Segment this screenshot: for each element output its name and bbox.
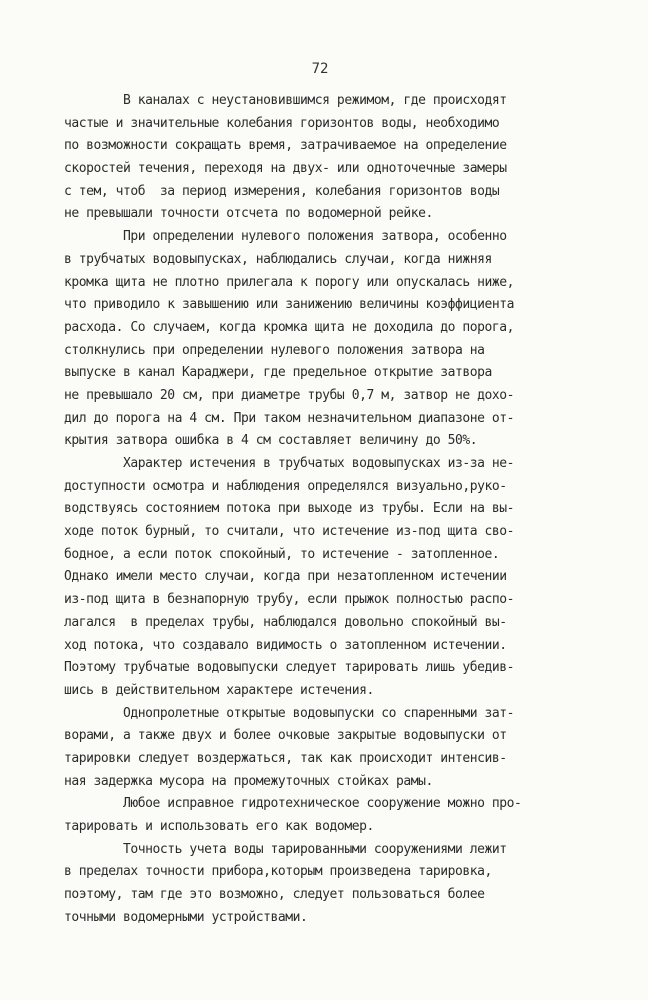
text-line: лагался в пределах трубы, наблюдался довольно спокойный вы- xyxy=(64,614,507,630)
paragraph xyxy=(64,839,584,930)
text-line: Любое исправное гидротехническое сооружение можно про- xyxy=(64,796,522,812)
text-line: что приводило к завышению или занижению величины коэффициента xyxy=(64,297,514,313)
text-line: В каналах с неустановившимся режимом, где происходят xyxy=(64,93,507,108)
text-line: в трубчатых водовыпусках, наблюдались случаи, когда нижняя xyxy=(64,251,492,267)
text-line: столкнулись при определении нулевого положения затвора на xyxy=(64,342,485,358)
text-line: ворами, а также двух и более очковые закрытые водовыпуски от xyxy=(64,728,507,744)
paragraph xyxy=(64,703,584,794)
text-line: Однако имели место случаи, когда при незатопленном истечении xyxy=(64,569,507,585)
text-line: Поэтому трубчатые водовыпуски следует тарировать лишь убедив- xyxy=(64,660,514,676)
text-line: выпуске в канал Караджери, где предельное открытие затвора xyxy=(64,365,492,381)
text-line: тарировать и использовать его как водомер. xyxy=(64,819,374,834)
text-line: крытия затвора ошибка в 4 см составляет величину до 50%. xyxy=(64,433,478,449)
text-line: расхода. Со случаем, когда кромка щита не доходила до порога, xyxy=(64,319,514,335)
text-line: дил до порога на 4 см. При таком незначительном диапазоне от- xyxy=(64,410,514,426)
text-line: скоростей течения, переходя на двух- или одноточечные замеры xyxy=(64,161,507,177)
text-line: водствуясь состоянием потока при выходе из трубы. Если на вы- xyxy=(64,501,514,517)
text-line: в пределах точности прибора,которым произведена тарировка, xyxy=(64,864,492,880)
page-number: 72 xyxy=(311,61,329,77)
paragraph xyxy=(64,453,584,703)
text-line: из-под щита в безнапорную трубу, если прыжок полностью распо- xyxy=(64,592,514,608)
text-line: доступности осмотра и наблюдения определялся визуально,руко- xyxy=(64,478,507,494)
text-line: кромка щита не плотно прилегала к порогу или опускалась ниже, xyxy=(64,274,514,290)
text-line: точными водомерными устройствами. xyxy=(64,909,308,925)
text-line: бодное, а если поток спокойный, то истечение - затопленное. xyxy=(64,546,500,562)
text-line: не превышали точности отсчета по водомерной рейке. xyxy=(64,206,433,222)
text-line: с тем, чтоб за период измерения, колебания горизонтов воды xyxy=(64,183,500,199)
text-line: ход потока, что создавало видимость о затопленном истечении. xyxy=(64,637,507,653)
paragraph xyxy=(64,90,584,226)
document-body xyxy=(64,90,584,929)
text-line: шись в действительном характере истечения. xyxy=(64,682,374,698)
text-line: по возможности сокращать время, затрачиваемое на определение xyxy=(64,138,507,154)
text-line: ходе поток бурный, то считали, что истечение из-под щита сво- xyxy=(64,524,514,540)
text-line: Характер истечения в трубчатых водовыпусках из-за не- xyxy=(64,456,514,471)
text-line: поэтому, там где это возможно, следует пользоваться более xyxy=(64,887,485,903)
text-line: ная задержка мусора на промежуточных стойках рамы. xyxy=(64,773,433,789)
text-line: Однопролетные открытые водовыпуски со спаренными зат- xyxy=(64,705,514,721)
text-line: не превышало 20 см, при диаметре трубы 0,7 м, затвор не дохо- xyxy=(64,387,514,403)
text-line: тарировки следует воздержаться, так как происходит интенсив- xyxy=(64,750,507,766)
paragraph xyxy=(64,226,584,453)
text-line: частые и значительные колебания горизонтов воды, необходимо xyxy=(64,115,500,131)
paragraph xyxy=(64,793,584,838)
text-line: При определении нулевого положения затвора, особенно xyxy=(64,229,507,245)
text-line: Точность учета воды тарированными сооружениями лежит xyxy=(64,841,507,857)
